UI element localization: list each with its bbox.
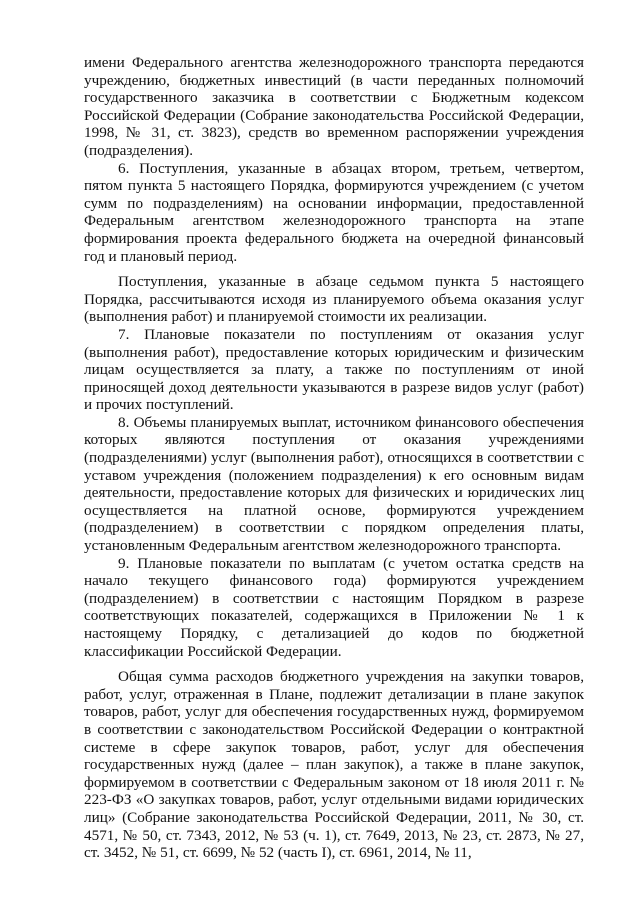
paragraph-continuation: имени Федерального агентства железнодорожного транспорта передаются учреждению, бюджетных инвестиций (в части переданных полномочий государственного заказчика в соответствии с Бюджетным кодексом Российской Федерации (Собрание законодательства Российской Федерации, 1998, № 31, ст. 3823), средств во временном распоряжении учреждения (подразделения).: [84, 54, 584, 159]
paragraph-item-6-revenues: Поступления, указанные в абзаце седьмом пункта 5 настоящего Порядка, рассчитываются исходя из планируемого объема оказания услуг (выполнения работ) и планируемой стоимости их реализации.: [84, 273, 584, 326]
paragraph-item-6: 6. Поступления, указанные в абзацах втором, третьем, четвертом, пятом пункта 5 настоящего Порядка, формируются учреждением (с учетом сумм по подразделениям) на основании информации, предоставленной Федеральным агентством железнодорожного транспорта на этапе формирования проекта федерального бюджета на очередной финансовый год и плановый период.: [84, 159, 584, 265]
document-page: [84, 54, 584, 862]
paragraph-item-7: 7. Плановые показатели по поступлениям от оказания услуг (выполнения работ), предоставление которых юридическим и физическим лицам осуществляется за плату, а также по поступлениям от иной приносящей доход деятельности указываются в разрезе видов услуг (работ) и прочих поступлений.: [84, 325, 584, 414]
paragraph-item-9: 9. Плановые показатели по выплатам (с учетом остатка средств на начало текущего финансового года) формируются учреждением (подразделением) в соответствии с настоящим Порядком в разрезе соответствующих показателей, содержащихся в Приложении № 1 к настоящему Порядку, с детализацией до кодов по бюджетной классификации Российской Федерации.: [84, 554, 584, 660]
paragraph-item-9-procurement: Общая сумма расходов бюджетного учреждения на закупки товаров, работ, услуг, отраженная в Плане, подлежит детализации в плане закупок товаров, работ, услуг для обеспечения государственных нужд, формируемом в соответствии с законодательством Российской Федерации о контрактной системе в сфере закупок товаров, работ, услуг для обеспечения государственных нужд (далее – план закупок), а также в плане закупок, формируемом в соответствии с Федеральным законом от 18 июля 2011 г. № 223-ФЗ «О закупках товаров, работ, услуг отдельными видами юридических лиц» (Собрание законодательства Российской Федерации, 2011, № 30, ст. 4571, № 50, ст. 7343, 2012, № 53 (ч. 1), ст. 7649, 2013, № 23, ст. 2873, № 27, ст. 3452, № 51, ст. 6699, № 52 (часть I), ст. 6961, 2014, № 11,: [84, 668, 584, 862]
paragraph-item-8: 8. Объемы планируемых выплат, источником финансового обеспечения которых являются поступления от оказания учреждениями (подразделениями) услуг (выполнения работ), относящихся в соответствии с уставом учреждения (положением подразделения) к его основным видам деятельности, предоставление которых для физических и юридических лиц осуществляется на платной основе, формируются учреждением (подразделением) в соответствии с порядком определения платы, установленным Федеральным агентством железнодорожного транспорта.: [84, 413, 584, 555]
